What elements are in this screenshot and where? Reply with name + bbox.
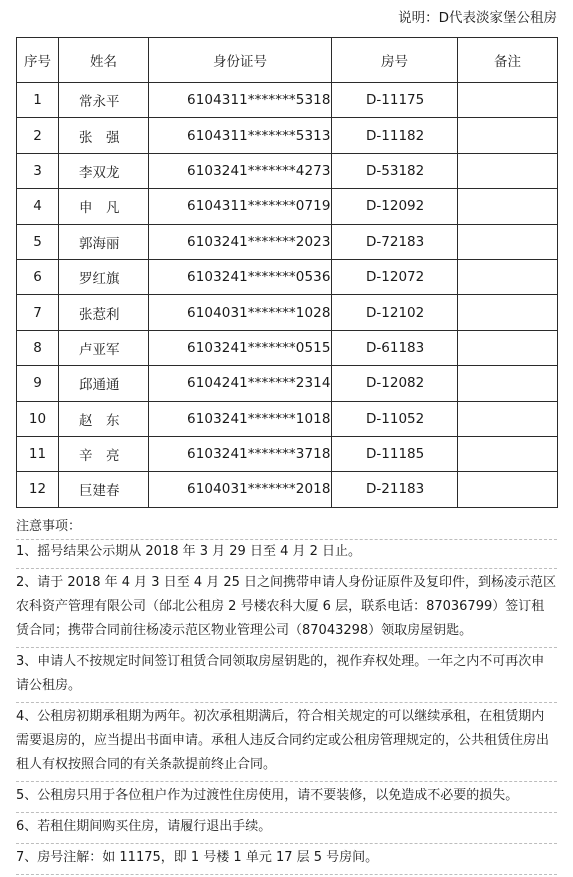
tenant-name-cell: 巨建春 — [59, 472, 149, 507]
table-row — [17, 401, 558, 436]
remark-cell — [458, 224, 558, 259]
tenant-name-cell: 赵 东 — [59, 401, 149, 436]
row-number-cell: 4 — [17, 189, 59, 224]
table-row — [17, 259, 558, 294]
tenant-name-cell: 辛 亮 — [59, 436, 149, 471]
note-item: 2、请于 2018 年 4 月 3 日至 4 月 25 日之间携带申请人身份证原件及复印件，到杨凌示范区农科资产管理有限公司（邰北公租房 2 号楼农科大厦 6 层，联系电话：87036799）签订租赁合同；携带合同前往杨凌示范区物业管理公司（87043298）领取房屋钥匙。 — [16, 571, 557, 648]
header-no: 序号 — [17, 38, 59, 83]
remark-cell — [458, 118, 558, 153]
tenant-name-cell: 张惹利 — [59, 295, 149, 330]
header-remark: 备注 — [458, 38, 558, 83]
note-item: 6、若租住期间购买住房，请履行退出手续。 — [16, 815, 557, 844]
note-item: 3、申请人不按规定时间签订租赁合同领取房屋钥匙的，视作弃权处理。一年之内不可再次申请公租房。 — [16, 650, 557, 703]
caption: 说明：D代表淡家堡公租房 — [398, 10, 557, 26]
room-number-cell: D-11182 — [332, 118, 458, 153]
remark-cell — [458, 366, 558, 401]
id-number-cell: 6104311*******5313 — [149, 118, 332, 153]
room-number-cell: D-12082 — [332, 366, 458, 401]
table-row — [17, 189, 558, 224]
id-number-cell: 6103241*******1018 — [149, 401, 332, 436]
id-number-cell: 6104031*******2018 — [149, 472, 332, 507]
table-row — [17, 436, 558, 471]
tenant-name-cell: 申 凡 — [59, 189, 149, 224]
remark-cell — [458, 83, 558, 118]
note-item: 7、房号注解：如 11175，即 1 号楼 1 单元 17 层 5 号房间。 — [16, 846, 557, 875]
room-number-cell: D-72183 — [332, 224, 458, 259]
row-number-cell: 3 — [17, 153, 59, 188]
note-item: 1、摇号结果公示期从 2018 年 3 月 29 日至 4 月 2 日止。 — [16, 539, 557, 569]
table-row — [17, 330, 558, 365]
room-number-cell: D-11185 — [332, 436, 458, 471]
room-number-cell: D-12102 — [332, 295, 458, 330]
tenant-name-cell: 罗红旗 — [59, 259, 149, 294]
room-number-cell: D-11052 — [332, 401, 458, 436]
remark-cell — [458, 330, 558, 365]
row-number-cell: 10 — [17, 401, 59, 436]
row-number-cell: 8 — [17, 330, 59, 365]
room-number-cell: D-21183 — [332, 472, 458, 507]
id-number-cell: 6104031*******1028 — [149, 295, 332, 330]
room-number-cell: D-12072 — [332, 259, 458, 294]
table-row — [17, 118, 558, 153]
table-row — [17, 224, 558, 259]
id-number-cell: 6104311*******0719 — [149, 189, 332, 224]
room-number-cell: D-11175 — [332, 83, 458, 118]
row-number-cell: 6 — [17, 259, 59, 294]
remark-cell — [458, 401, 558, 436]
row-number-cell: 7 — [17, 295, 59, 330]
table-row — [17, 83, 558, 118]
row-number-cell: 9 — [17, 366, 59, 401]
id-number-cell: 6103241*******0536 — [149, 259, 332, 294]
remark-cell — [458, 259, 558, 294]
tenant-table — [16, 37, 558, 508]
tenant-name-cell: 卢亚军 — [59, 330, 149, 365]
tenant-name-cell: 郭海丽 — [59, 224, 149, 259]
table-row — [17, 366, 558, 401]
room-number-cell: D-53182 — [332, 153, 458, 188]
header-name: 姓名 — [59, 38, 149, 83]
room-number-cell: D-61183 — [332, 330, 458, 365]
row-number-cell: 1 — [17, 83, 59, 118]
note-item: 4、公租房初期承租期为两年。初次承租期满后，符合相关规定的可以继续承租，在租赁期内需要退房的，应当提出书面申请。承租人违反合同约定或公租房管理规定的，公共租赁住房出租人有权按照合同的有关条款提前终止合同。 — [16, 705, 557, 782]
remark-cell — [458, 189, 558, 224]
remark-cell — [458, 472, 558, 507]
tenant-name-cell: 邱通通 — [59, 366, 149, 401]
table-row — [17, 472, 558, 507]
header-room: 房号 — [332, 38, 458, 83]
table-row — [17, 153, 558, 188]
table-header-row — [17, 38, 558, 83]
id-number-cell: 6103241*******3718 — [149, 436, 332, 471]
remark-cell — [458, 295, 558, 330]
remark-cell — [458, 153, 558, 188]
tenant-name-cell: 李双龙 — [59, 153, 149, 188]
tenant-name-cell: 张 强 — [59, 118, 149, 153]
id-number-cell: 6103241*******0515 — [149, 330, 332, 365]
row-number-cell: 11 — [17, 436, 59, 471]
id-number-cell: 6104241*******2314 — [149, 366, 332, 401]
id-number-cell: 6104311*******5318 — [149, 83, 332, 118]
remark-cell — [458, 436, 558, 471]
note-item: 5、公租房只用于各位租户作为过渡性住房使用，请不要装修，以免造成不必要的损失。 — [16, 784, 557, 813]
notes-title: 注意事项： — [16, 519, 82, 534]
header-id: 身份证号 — [149, 38, 332, 83]
notes-section — [16, 515, 557, 877]
row-number-cell: 12 — [17, 472, 59, 507]
table-row — [17, 295, 558, 330]
row-number-cell: 2 — [17, 118, 59, 153]
id-number-cell: 6103241*******2023 — [149, 224, 332, 259]
row-number-cell: 5 — [17, 224, 59, 259]
room-number-cell: D-12092 — [332, 189, 458, 224]
id-number-cell: 6103241*******4273 — [149, 153, 332, 188]
tenant-name-cell: 常永平 — [59, 83, 149, 118]
